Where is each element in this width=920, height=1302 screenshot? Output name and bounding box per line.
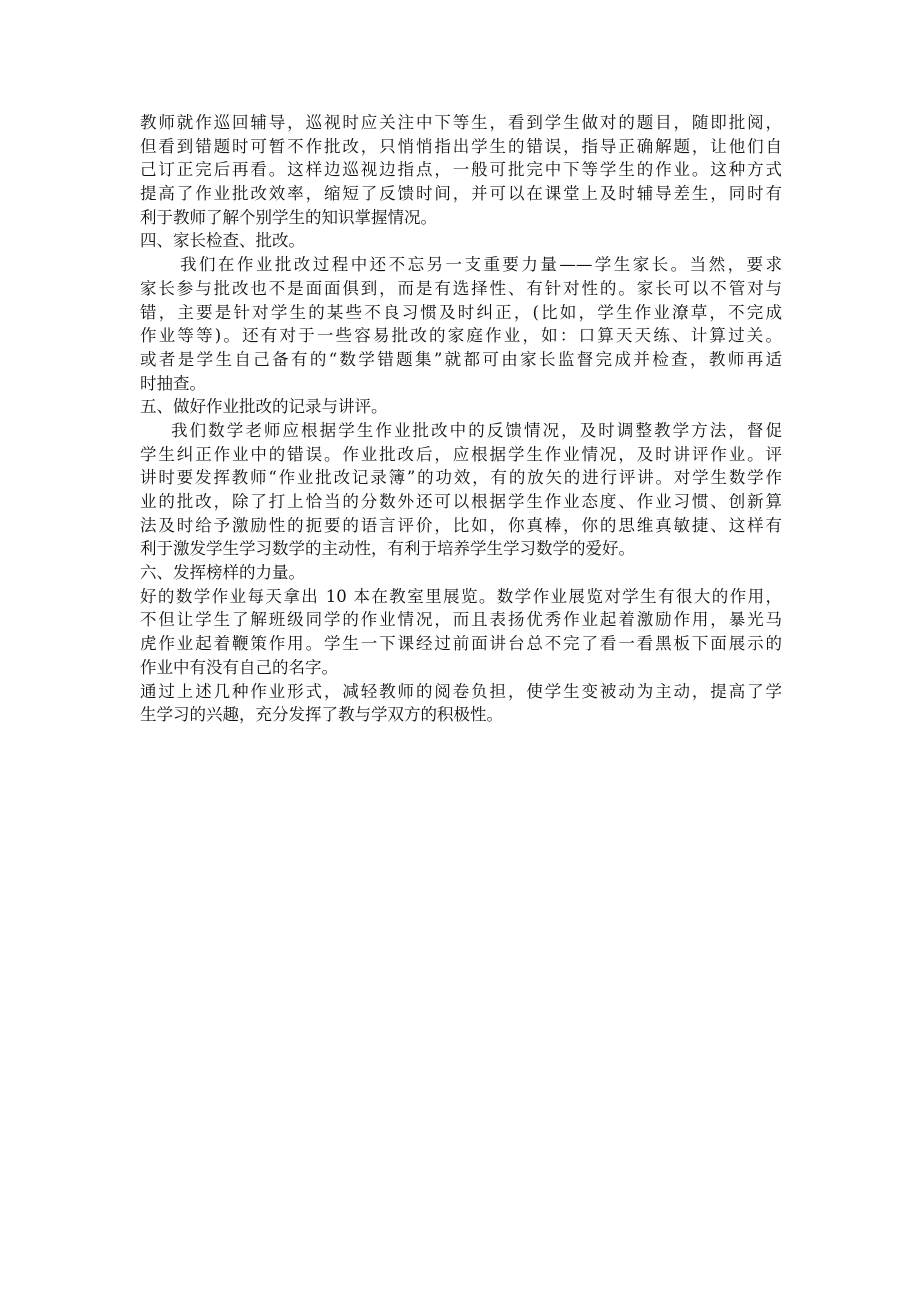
text-line: 或者是学生自己备有的“数学错题集”就都可由家长监督完成并检查，教师再适 bbox=[140, 349, 782, 369]
section-heading-6: 六、发挥榜样的力量。 bbox=[140, 563, 305, 583]
section-heading-4: 四、家长检查、批改。 bbox=[140, 231, 305, 251]
text-line: 错，主要是针对学生的某些不良习惯及时纠正，(比如，学生作业潦草，不完成 bbox=[140, 302, 782, 322]
text-line: 己订正完后再看。这样边巡视边指点，一般可批完中下等学生的作业。这种方式 bbox=[140, 160, 782, 180]
paragraph-section-5 bbox=[140, 419, 782, 561]
paragraph-section-6 bbox=[140, 585, 782, 680]
document-page bbox=[140, 111, 782, 727]
text-line: 但看到错题时可暂不作批改，只悄悄指出学生的错误，指导正确解题，让他们自 bbox=[140, 136, 782, 156]
text-line: 生学习的兴趣，充分发挥了教与学双方的积极性。 bbox=[140, 705, 503, 725]
text-line: 法及时给予激励性的扼要的语言评价，比如，你真棒，你的思维真敏捷、这样有 bbox=[140, 515, 782, 535]
section-heading-5: 五、做好作业批改的记录与讲评。 bbox=[140, 397, 388, 417]
text-line: 利于教师了解个别学生的知识掌握情况。 bbox=[140, 207, 437, 227]
text-line: 好的数学作业每天拿出 10 本在教室里展览。数学作业展览对学生有很大的作用， bbox=[140, 586, 782, 606]
text-line: 作业中有没有自己的名字。 bbox=[140, 657, 338, 677]
text-line: 提高了作业批改效率，缩短了反馈时间，并可以在课堂上及时辅导差生，同时有 bbox=[140, 184, 782, 204]
text-line: 讲时要发挥教师“作业批改记录簿”的功效，有的放矢的进行评讲。对学生数学作 bbox=[140, 468, 782, 488]
text-line: 学生纠正作业中的错误。作业批改后，应根据学生作业情况，及时讲评作业。评 bbox=[140, 444, 782, 464]
text-line: 作业等等)。还有对于一些容易批改的家庭作业，如：口算天天练、计算过关。 bbox=[140, 326, 782, 346]
text-line: 通过上述几种作业形式，减轻教师的阅卷负担，使学生变被动为主动，提高了学 bbox=[140, 681, 782, 701]
text-line: 虎作业起着鞭策作用。学生一下课经过前面讲台总不完了看一看黑板下面展示的 bbox=[140, 634, 782, 654]
paragraph-section-4 bbox=[140, 253, 782, 395]
text-line: 不但让学生了解班级同学的作业情况，而且表扬优秀作业起着激励作用，暴光马 bbox=[140, 610, 782, 630]
text-line: 我们数学老师应根据学生作业批改中的反馈情况，及时调整教学方法，督促 bbox=[171, 420, 782, 440]
text-line: 利于激发学生学习数学的主动性，有利于培养学生学习数学的爱好。 bbox=[140, 539, 635, 559]
text-line: 时抽查。 bbox=[140, 373, 206, 393]
paragraph-conclusion bbox=[140, 680, 782, 727]
text-line: 业的批改，除了打上恰当的分数外还可以根据学生作业态度、作业习惯、创新算 bbox=[140, 492, 782, 511]
text-line: 教师就作巡回辅导，巡视时应关注中下等生，看到学生做对的题目，随即批阅， bbox=[140, 113, 782, 132]
paragraph-intro bbox=[140, 111, 782, 229]
text-line: 家长参与批改也不是面面俱到，而是有选择性、有针对性的。家长可以不管对与 bbox=[140, 278, 782, 298]
text-line: 我们在作业批改过程中还不忘另一支重要力量——学生家长。当然，要求 bbox=[180, 255, 782, 275]
